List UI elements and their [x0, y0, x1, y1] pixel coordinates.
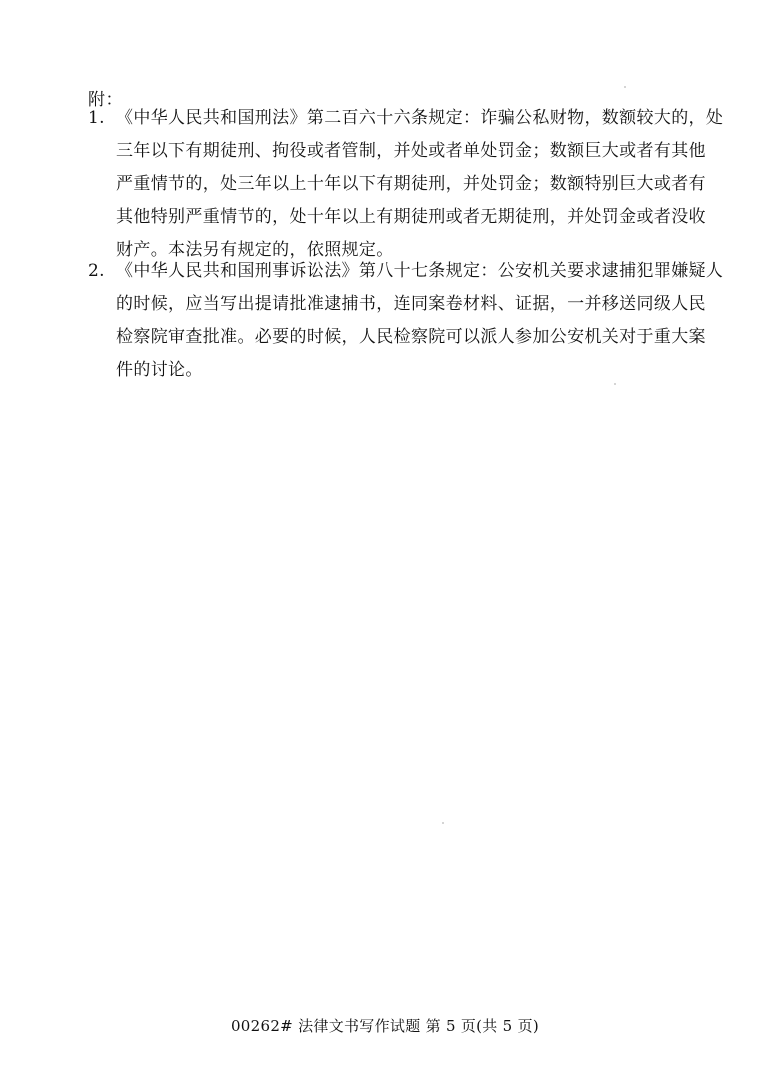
text-line: 《中华人民共和国刑事诉讼法》第八十七条规定：公安机关要求逮捕犯罪嫌疑人 [116, 261, 724, 281]
scan-speck [442, 822, 444, 824]
scan-speck [614, 383, 616, 385]
text-line: 严重情节的，处三年以上十年以下有期徒刑，并处罚金；数额特别巨大或者有 [116, 174, 706, 194]
text-line: 件的讨论。 [116, 360, 203, 380]
appendix-item-number: 2. [88, 261, 105, 281]
appendix-item-text [116, 102, 724, 267]
appendix-heading: 附： [88, 90, 123, 110]
text-line: 的时候，应当写出提请批准逮捕书，连同案卷材料、证据，一并移送同级人民 [116, 294, 706, 314]
appendix-item-text [116, 255, 724, 387]
text-line: 其他特别严重情节的，处十年以上有期徒刑或者无期徒刑，并处罚金或者没收 [116, 207, 706, 227]
text-line: 检察院审查批准。必要的时候，人民检察院可以派人参加公安机关对于重大案 [116, 327, 706, 347]
appendix-item-2 [88, 255, 724, 387]
text-line: 《中华人民共和国刑法》第二百六十六条规定：诈骗公私财物，数额较大的，处 [116, 108, 724, 128]
page-footer: 00262# 法律文书写作试题 第 5 页(共 5 页) [230, 1017, 540, 1035]
text-line: 三年以下有期徒刑、拘役或者管制，并处或者单处罚金；数额巨大或者有其他 [116, 141, 706, 161]
appendix-item-number: 1. [88, 108, 105, 128]
appendix-item-1 [88, 102, 724, 267]
text-line: 财产。本法另有规定的，依照规定。 [116, 240, 394, 260]
scan-speck [624, 86, 626, 88]
